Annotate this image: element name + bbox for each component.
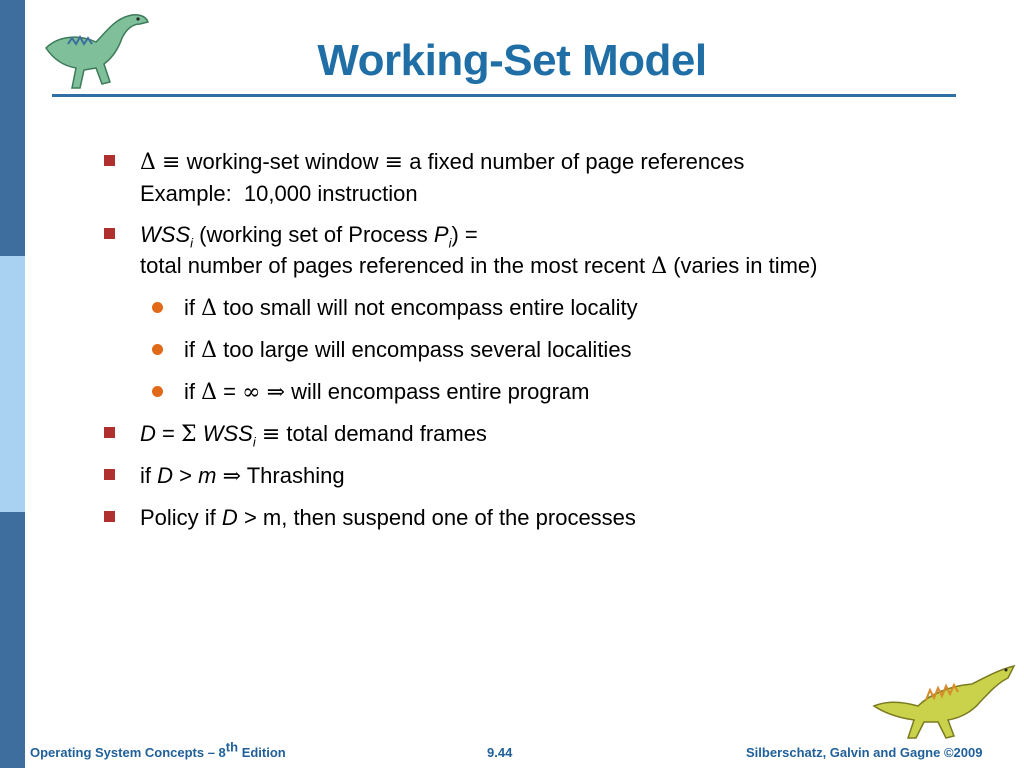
item-text: if [184,295,195,320]
item-text: if [140,463,151,488]
list-item [98,146,978,209]
item-text: too large will encompass several localities [223,337,632,362]
item-text: ) = [451,222,478,247]
wss-term: WSS [140,222,191,247]
item-text: a fixed number of page references [409,149,745,174]
list-item [98,460,978,492]
round-bullet-icon [152,302,163,313]
page-title: Working-Set Model [317,36,707,85]
equiv-symbol: ≡ [384,150,404,175]
slide-content [98,146,978,543]
item-text: > m, then suspend one of the processes [243,505,636,530]
item-text: Thrashing [246,463,345,488]
item-text: working-set window [186,149,379,174]
title-divider [52,94,956,97]
square-bullet-icon [104,511,115,522]
left-sidebar [0,0,25,768]
demand-term: D [157,463,174,488]
sub-list-item [98,376,978,408]
list-item [98,502,978,533]
item-text-line2: Example: 10,000 instruction [140,181,418,206]
delta-symbol: Δ [201,338,218,363]
equals-symbol: = [223,379,236,404]
implies-arrow-icon: ⇒ [266,380,286,405]
wss-subscript: i [190,235,194,251]
item-text: Policy if [140,505,216,530]
delta-symbol: Δ [201,380,218,405]
round-bullet-icon [152,386,163,397]
demand-term: D [140,421,156,446]
process-subscript: i [448,235,452,251]
delta-symbol: Δ [140,150,156,175]
footer-authors: Silberschatz, Galvin and Gagne ©2009 [746,745,983,760]
footer-book-edition: Edition [241,745,286,760]
delta-symbol: Δ [651,254,668,279]
equals-symbol: = [162,421,175,446]
item-text: if [184,337,195,362]
item-text: (varies in time) [673,253,818,278]
item-text: will encompass entire program [291,379,590,404]
footer-book-title: Operating System Concepts – 8 [30,745,226,760]
slide-number: 9.44 [487,745,513,760]
list-item [98,418,978,450]
greater-than-symbol: > [179,463,192,488]
item-text: total demand frames [286,421,487,446]
sidebar-light-middle [0,256,25,512]
item-text: (working set of Process [199,222,428,247]
sidebar-dark-bottom [0,512,25,768]
square-bullet-icon [104,228,115,239]
footer-left [30,739,286,760]
square-bullet-icon [104,469,115,480]
dinosaur-icon [868,660,1018,740]
wss-term: WSS [202,421,253,446]
footer-edition-sup: th [225,739,239,755]
equiv-symbol: ≡ [261,422,281,447]
implies-arrow-icon: ⇒ [222,464,242,489]
sub-list-item [98,292,978,324]
frames-term: m [198,463,217,488]
wss-subscript: i [252,434,256,450]
infinity-symbol: ∞ [242,380,261,405]
demand-term: D [221,505,238,530]
square-bullet-icon [104,155,115,166]
equiv-symbol: ≡ [162,150,181,175]
process-term: P [433,222,449,247]
list-item [98,219,978,282]
delta-symbol: Δ [201,296,218,321]
item-text: too small will not encompass entire locality [223,295,638,320]
sigma-symbol: Σ [181,422,197,447]
item-text-line2: total number of pages referenced in the most recent [140,253,646,278]
item-text: if [184,379,195,404]
sub-list-item [98,334,978,366]
round-bullet-icon [152,344,163,355]
square-bullet-icon [104,427,115,438]
